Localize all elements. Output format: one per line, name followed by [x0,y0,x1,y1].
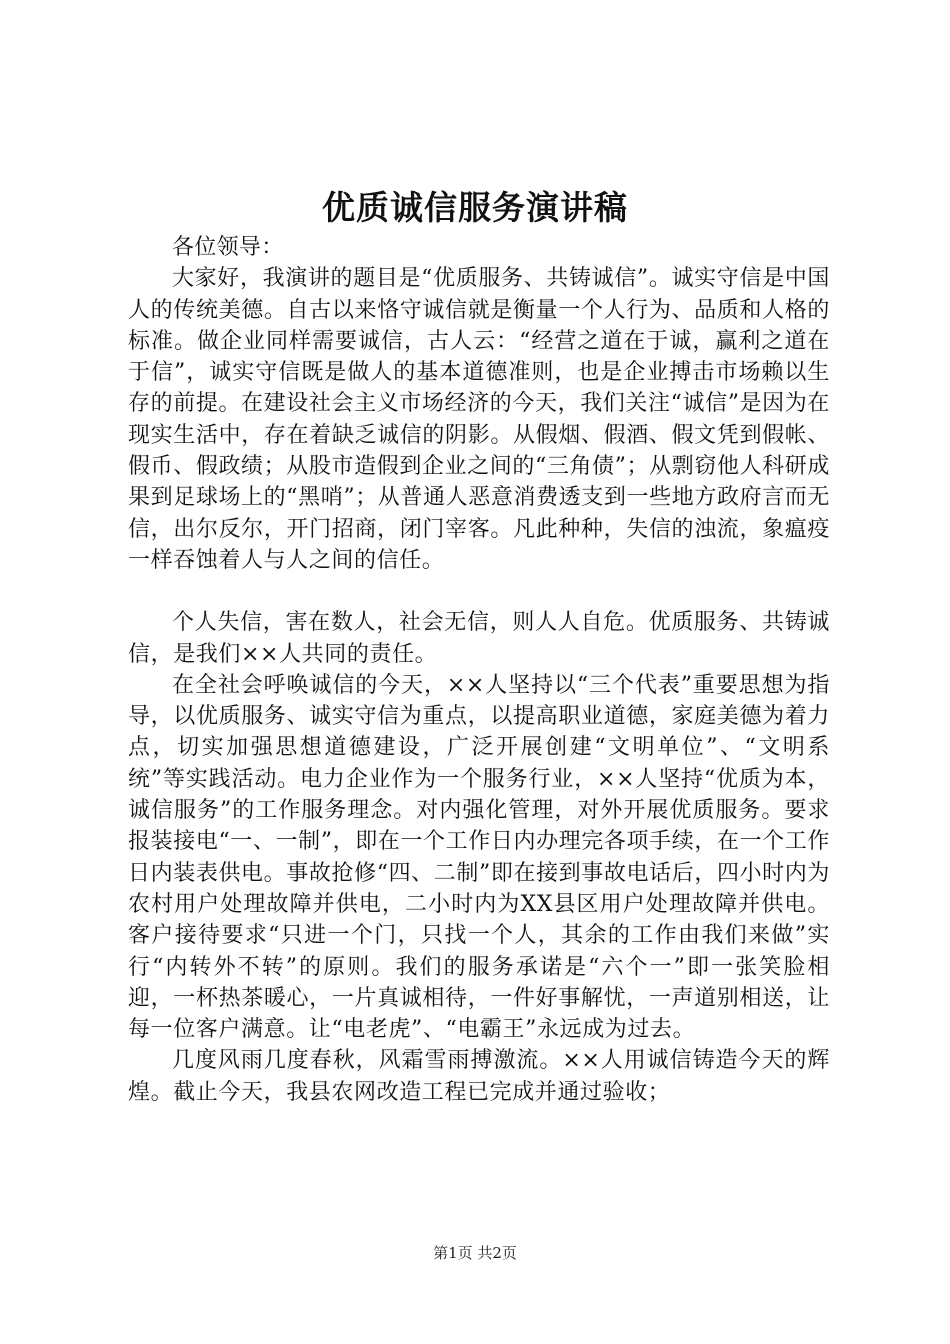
salutation-paragraph: 各位领导： [172,235,284,260]
page-footer: 第1页 共2页 [433,1244,517,1262]
body-paragraph-2: 个人失信，害在数人，社会无信，则人人自危。优质服务、共铸诚信，是我们××人共同的责任。 [128,610,830,667]
document-title: 优质诚信服务演讲稿 [322,188,628,227]
paragraph-gap [128,576,830,607]
body-paragraph-1: 大家好，我演讲的题目是“优质服务、共铸诚信”。诚实守信是中国人的传统美德。自古以来恪守诚信就是衡量一个人行为、品质和人格的标准。做企业同样需要诚信，古人云：“经营之道在于诚，赢利之道在于信”，诚实守信既是做人的基本道德准则，也是企业搏击市场赖以生存的前提。在建设社会主义市场经济的今天，我们关注“诚信”是因为在现实生活中，存在着缺乏诚信的阴影。从假烟、假酒、假文凭到假帐、假币、假政绩；从股市造假到企业之间的“三角债”；从剽窃他人科研成果到足球场上的“黑哨”；从普通人恶意消费透支到一些地方政府言而无信，出尔反尔，开门招商，闭门宰客。凡此种种，失信的浊流，象瘟疫一样吞蚀着人与人之间的信任。 [128,266,830,573]
body-paragraph-3: 在全社会呼唤诚信的今天，××人坚持以“三个代表”重要思想为指导，以优质服务、诚实守信为重点，以提高职业道德，家庭美德为着力点，切实加强思想道德建设，广泛开展创建“文明单位”、“文明系统”等实践活动。电力企业作为一个服务行业，××人坚持“优质为本，诚信服务”的工作服务理念。对内强化管理，对外开展优质服务。要求报装接电“一、一制”，即在一个工作日内办理完各项手续，在一个工作日内装表供电。事故抢修“四、二制”即在接到事故电话后，四小时内为农村用户处理故障并供电，二小时内为XX县区用户处理故障并供电。客户接待要求“只进一个门，只找一个人，其余的工作由我们来做”实行“内转外不转”的原则。我们的服务承诺是“六个一”即一张笑脸相迎，一杯热茶暖心，一片真诚相待，一件好事解忧，一声道别相送，让每一位客户满意。让“电老虎”、“电霸王”永远成为过去。 [128,672,830,1043]
body-paragraph-4: 几度风雨几度春秋，风霜雪雨搏激流。××人用诚信铸造今天的辉煌。截止今天，我县农网改造工程已完成并通过验收； [128,1048,830,1105]
document-body [128,232,830,1108]
